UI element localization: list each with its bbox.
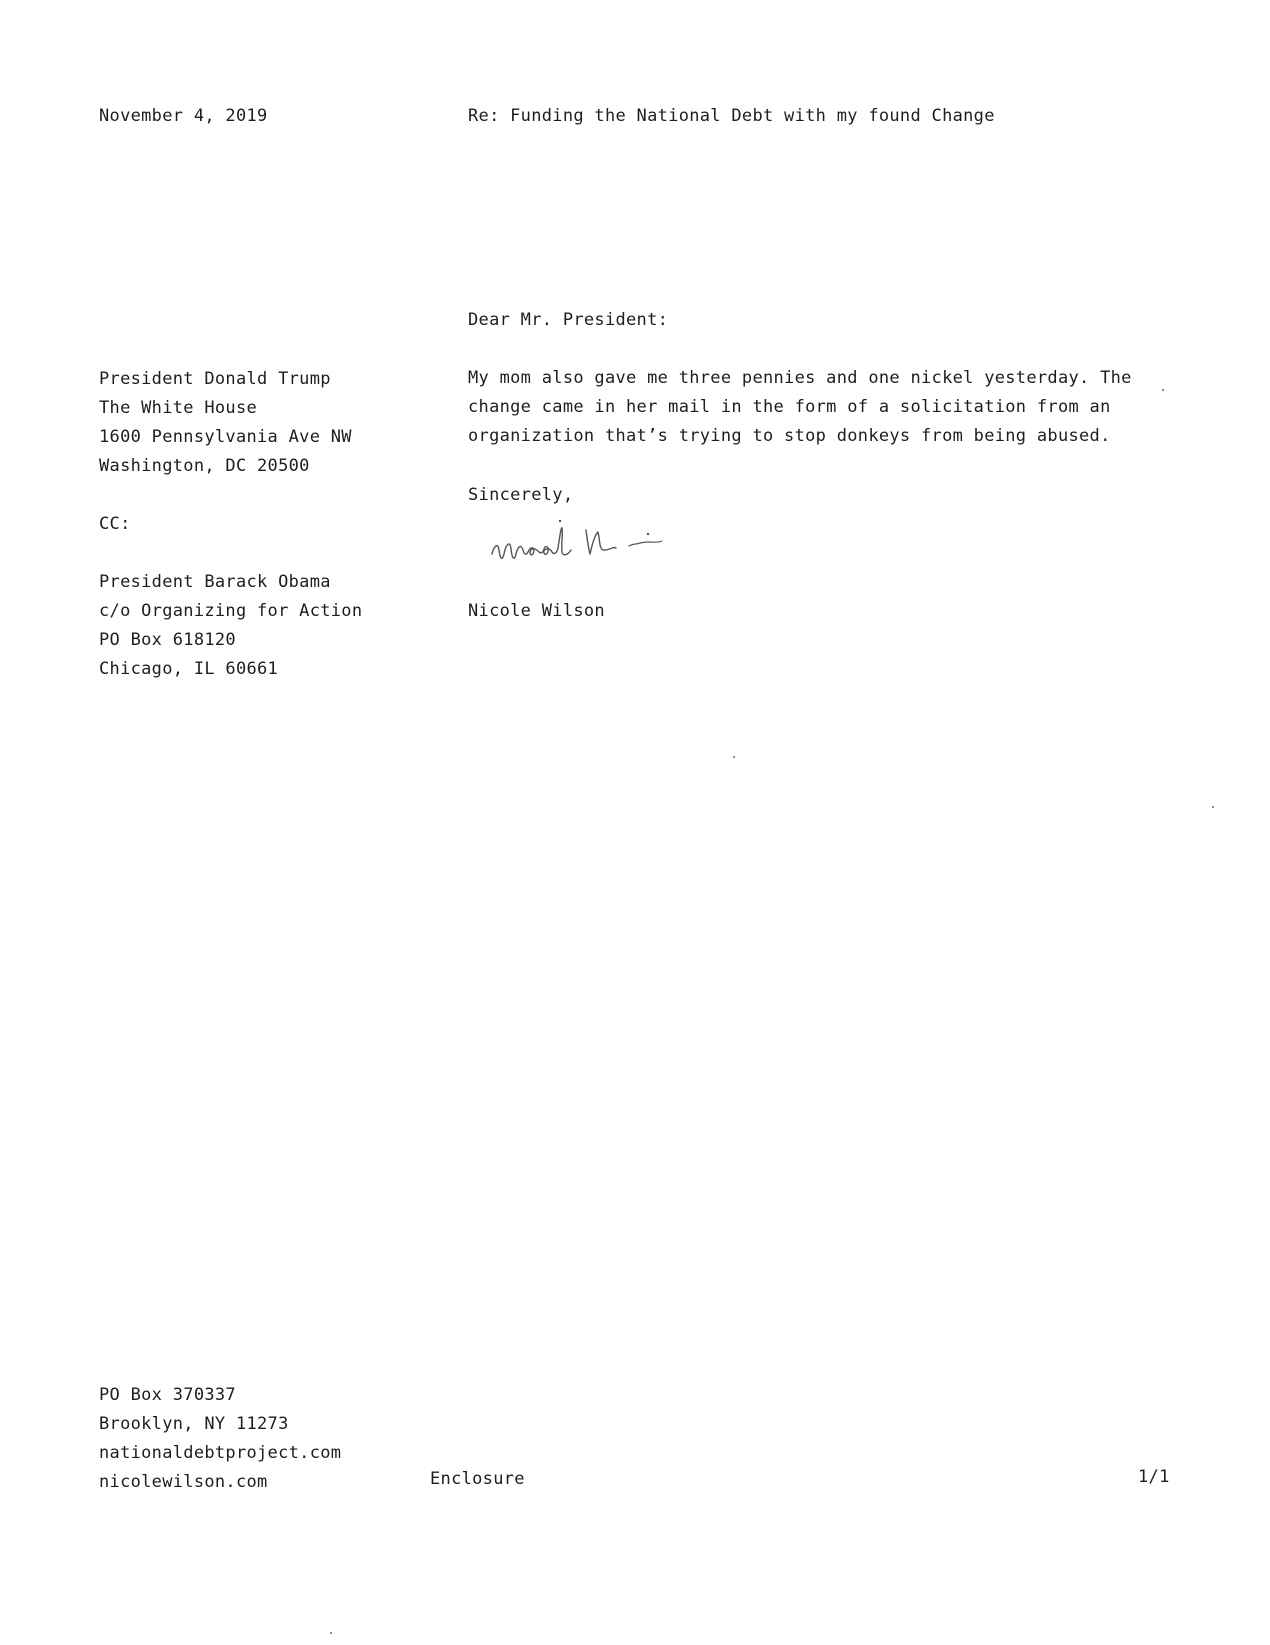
recipient-line: 1600 Pennsylvania Ave NW (99, 427, 352, 447)
body-line: change came in her mail in the form of a solicitation from an (468, 397, 1111, 417)
enclosure-note: Enclosure (430, 1469, 525, 1489)
sender-address (99, 1381, 341, 1497)
recipient-line: Washington, DC 20500 (99, 456, 310, 476)
cc-recipient-line: c/o Organizing for Action (99, 601, 363, 621)
page-number: 1/1 (1138, 1467, 1170, 1487)
scan-speck (330, 1632, 332, 1634)
handwritten-signature (488, 516, 758, 578)
sender-line: PO Box 370337 (99, 1385, 236, 1405)
sender-website: nationaldebtproject.com (99, 1443, 342, 1463)
body-line: organization that’s trying to stop donkeys from being abused. (468, 426, 1111, 446)
letter-date: November 4, 2019 (99, 106, 268, 126)
letter-subject: Re: Funding the National Debt with my found Change (468, 106, 995, 126)
cc-label: CC: (99, 514, 131, 534)
recipient-line: The White House (99, 398, 258, 418)
recipient-name: President Donald Trump (99, 369, 331, 389)
signer-name: Nicole Wilson (468, 601, 605, 621)
scan-speck (1212, 806, 1214, 808)
cc-recipient-line: Chicago, IL 60661 (99, 659, 279, 679)
salutation: Dear Mr. President: (468, 310, 669, 330)
cc-recipient-name: President Barack Obama (99, 572, 331, 592)
body-line: My mom also gave me three pennies and one nickel yesterday. The (468, 368, 1132, 388)
scan-speck (733, 756, 735, 758)
cc-recipient-line: PO Box 618120 (99, 630, 236, 650)
sender-website: nicolewilson.com (99, 1472, 268, 1492)
scan-speck (1162, 389, 1164, 391)
letter-body (468, 364, 1132, 451)
cc-recipient-address (99, 568, 362, 684)
closing: Sincerely, (468, 485, 574, 505)
recipient-address (99, 365, 352, 481)
sender-line: Brooklyn, NY 11273 (99, 1414, 289, 1434)
